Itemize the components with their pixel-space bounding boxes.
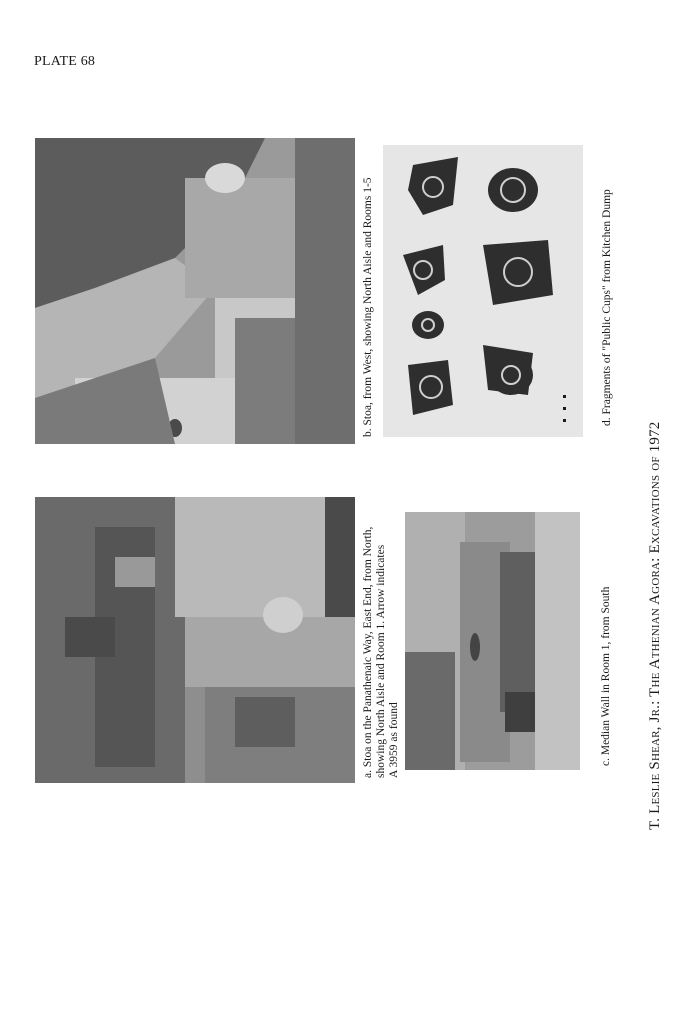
photo-b-stoa-from-west xyxy=(35,138,355,444)
caption-a: a. Stoa on the Panathenaic Way, East End, from North, showing North Aisle and Room 1. Arrow indicates A 3959 as found xyxy=(362,526,400,778)
photo-a-stoa-east-end xyxy=(35,497,355,783)
caption-d: d. Fragments of "Public Cups" from Kitchen Dump xyxy=(601,189,613,426)
caption-b: b. Stoa, from West, showing North Aisle and Rooms 1-5 xyxy=(362,177,374,437)
photo-c-median-wall xyxy=(405,512,580,770)
running-footer: T. Leslie Shear, Jr.: The Athenian Agora: Excavations of 1972 xyxy=(647,421,663,830)
caption-c: c. Median Wall in Room 1, from South xyxy=(600,586,612,766)
plate-label: PLATE 68 xyxy=(34,54,96,69)
photo-d-public-cups xyxy=(383,145,583,437)
